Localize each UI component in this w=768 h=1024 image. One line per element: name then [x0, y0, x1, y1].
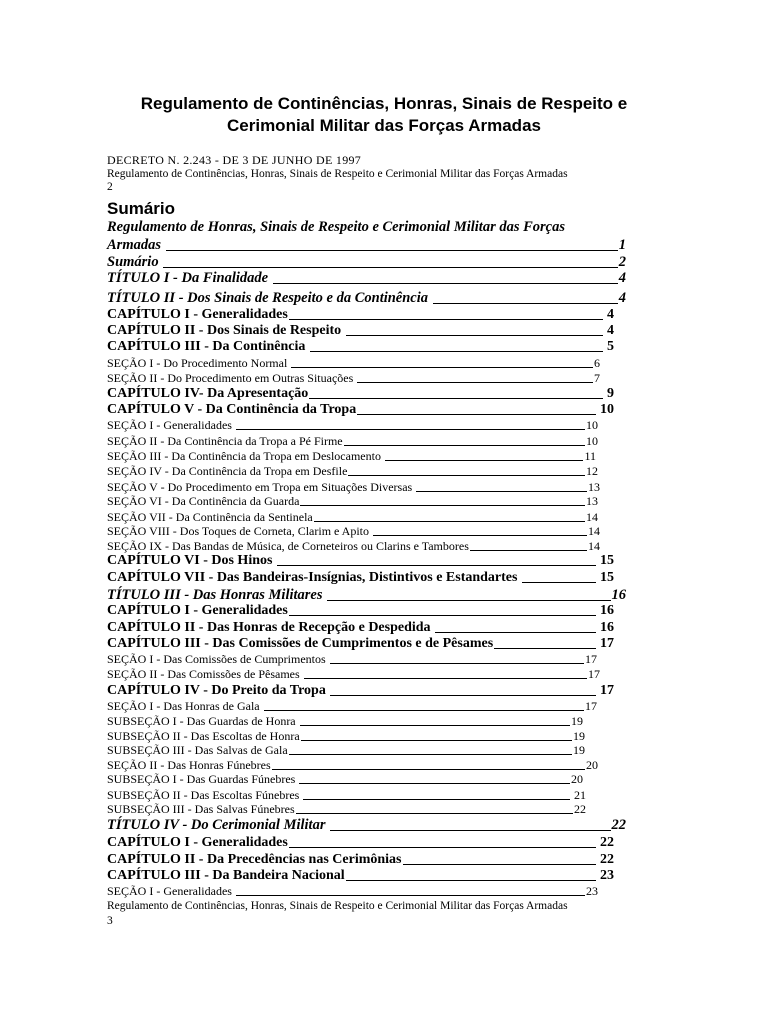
toc-entry-label: CAPÍTULO V - Da Continência da Tropa [107, 402, 357, 417]
toc-leader-line [296, 813, 573, 814]
toc-entry-page: 12 [586, 464, 598, 478]
toc-entry-page: 16 [596, 620, 614, 635]
toc-entry-label: CAPÍTULO I - Generalidades [107, 835, 288, 850]
toc-entry [107, 418, 598, 433]
toc-leader-line [264, 710, 584, 711]
toc-entry [107, 868, 614, 884]
toc-entry-page: 17 [596, 683, 614, 698]
toc-leader-line [357, 382, 593, 383]
toc-entry [107, 356, 600, 371]
running-header-footer: Regulamento de Continências, Honras, Sinais de Respeito e Cerimonial Militar das Forças Armadas [107, 900, 568, 912]
toc-entry [107, 480, 600, 495]
toc-entry [107, 817, 626, 834]
toc-entry-page: 15 [596, 570, 614, 585]
toc-leader-line [309, 398, 602, 399]
toc-entry [107, 743, 585, 758]
toc-entry [107, 714, 583, 729]
toc-entry [107, 729, 585, 744]
toc-leader-line [416, 491, 587, 492]
toc-leader-line [346, 335, 603, 336]
toc-entry-label: SEÇÃO I - Generalidades [107, 418, 235, 432]
toc-entry-page: 17 [588, 667, 600, 681]
toc-entry-label: SUBSEÇÃO I - Das Guardas Fúnebres [107, 772, 299, 786]
toc-entry-label: SUBSEÇÃO III - Das Salvas de Gala [107, 743, 288, 757]
toc-entry-label: CAPÍTULO VI - Dos Hinos [107, 553, 276, 568]
toc-entry-label: SEÇÃO V - Do Procedimento em Tropa em Situações Diversas [107, 480, 416, 494]
toc-entry-label: SUBSEÇÃO II - Das Escoltas Fúnebres [107, 788, 303, 802]
toc-entry [107, 339, 614, 355]
toc-entry-page: 19 [571, 714, 583, 728]
toc-entry [107, 386, 614, 402]
toc-leader-line [163, 267, 618, 268]
toc-entry [107, 254, 626, 271]
toc-entry-label: SEÇÃO I - Das Honras de Gala [107, 699, 263, 713]
toc-entry-label: CAPÍTULO I - Generalidades [107, 307, 288, 322]
toc-entry-page: 20 [586, 758, 598, 772]
toc-leader-line [236, 429, 585, 430]
toc-entry-label: Armadas [107, 237, 165, 253]
toc-entry-label: SEÇÃO I - Do Procedimento Normal [107, 356, 291, 370]
toc-entry-label: SEÇÃO II - Das Comissões de Pêsames [107, 667, 303, 681]
toc-entry-page: 22 [596, 852, 614, 867]
toc-entry-label: CAPÍTULO III - Da Bandeira Nacional [107, 868, 345, 883]
toc-entry [107, 434, 598, 449]
toc-entry-label: CAPÍTULO II - Das Honras de Recepção e Despedida [107, 620, 435, 635]
toc-entry-page: 14 [586, 510, 598, 524]
toc-entry-label: SUBSEÇÃO II - Das Escoltas de Honra [107, 729, 300, 743]
toc-entry [107, 553, 614, 569]
toc-entry [107, 464, 598, 479]
toc-entry-label: SUBSEÇÃO III - Das Salvas Fúnebres [107, 802, 295, 816]
toc-entry-label: CAPÍTULO III - Das Comissões de Cumprimentos e de Pêsames [107, 636, 494, 651]
toc-entry-label: SEÇÃO IV - Da Continência da Tropa em Desfile [107, 464, 348, 478]
toc-leader-line [327, 600, 610, 601]
toc-leader-line [304, 678, 587, 679]
toc-leader-line [273, 283, 618, 284]
toc-entry-page: 1 [618, 237, 626, 253]
toc-entry-label: SEÇÃO II - Das Honras Fúnebres [107, 758, 271, 772]
toc-leader-line [435, 632, 595, 633]
toc-entry [107, 758, 598, 773]
toc-entry [107, 237, 626, 254]
toc-entry [107, 620, 614, 636]
toc-leader-line [470, 550, 587, 551]
toc-entry-label: CAPÍTULO II - Da Precedências nas Cerimônias [107, 852, 402, 867]
toc-entry-page: 23 [586, 884, 598, 898]
toc-leader-line [289, 847, 596, 848]
toc-entry-label: SEÇÃO II - Do Procedimento em Outras Situações [107, 371, 357, 385]
toc-entry [107, 270, 626, 287]
toc-entry [107, 570, 614, 586]
toc-entry-label: SEÇÃO III - Da Continência da Tropa em Deslocamento [107, 449, 384, 463]
toc-entry-label: SUBSEÇÃO I - Das Guardas de Honra [107, 714, 299, 728]
toc-leader-line [166, 250, 618, 251]
toc-entry-label: SEÇÃO VIII - Dos Toques de Corneta, Clarim e Apito [107, 524, 373, 538]
toc-leader-line [277, 565, 596, 566]
toc-entry-page: 15 [596, 553, 614, 568]
toc-entry-page: 9 [603, 386, 614, 401]
toc-entry [107, 636, 614, 652]
toc-leader-line [330, 830, 610, 831]
toc-entry-page: 4 [603, 323, 614, 338]
toc-entry-page: 10 [586, 434, 598, 448]
toc-entry [107, 683, 614, 699]
toc-entry-page: 21 [571, 788, 586, 802]
toc-entry-page: 14 [588, 539, 600, 553]
toc-leader-line [494, 648, 595, 649]
toc-entry [107, 402, 614, 418]
toc-entry-page: 4 [618, 270, 626, 286]
toc-leader-line [303, 799, 570, 800]
toc-entry-page: 17 [585, 652, 597, 666]
toc-entry-page: 20 [571, 772, 583, 786]
toc-leader-line [357, 414, 595, 415]
toc-leader-line [291, 367, 593, 368]
toc-leader-line [289, 319, 603, 320]
toc-leader-line [310, 351, 603, 352]
toc-entry [107, 494, 598, 509]
page-number: 2 [107, 181, 113, 193]
toc-entry [107, 652, 597, 667]
toc-leader-line [385, 460, 583, 461]
toc-entry-page: 16 [596, 603, 614, 618]
toc-leader-line [433, 303, 618, 304]
toc-entry [107, 539, 600, 554]
toc-entry [107, 371, 600, 386]
toc-entry [107, 835, 614, 851]
toc-entry [107, 884, 598, 899]
toc-entry-page: 22 [596, 835, 614, 850]
toc-entry [107, 667, 600, 682]
toc-leader-line [373, 535, 587, 536]
toc-entry-page: 6 [594, 356, 600, 370]
toc-entry-label: TÍTULO IV - Do Cerimonial Militar [107, 817, 330, 833]
toc-entry-page: 13 [588, 480, 600, 494]
toc-entry [107, 802, 586, 817]
toc-entry-page: 10 [596, 402, 614, 417]
toc-leader-line [289, 615, 596, 616]
toc-leader-line [236, 895, 585, 896]
toc-entry-page: 23 [596, 868, 614, 883]
toc-entry-page: 11 [584, 449, 596, 463]
toc-entry-page: 10 [586, 418, 598, 432]
toc-entry-page: 14 [588, 524, 600, 538]
toc-entry [107, 788, 586, 803]
toc-entry [107, 603, 614, 619]
toc-entry [107, 852, 614, 868]
toc-leader-line [346, 880, 596, 881]
toc-entry-page: 2 [618, 254, 626, 270]
toc-entry-label: SEÇÃO VI - Da Continência da Guarda [107, 494, 300, 508]
toc-entry-page: 13 [586, 494, 598, 508]
toc-entry-label: TÍTULO I - Da Finalidade [107, 270, 272, 286]
toc-leader-line [300, 505, 585, 506]
toc-leader-line [330, 663, 584, 664]
toc-leader-line [299, 783, 570, 784]
toc-entry-label: CAPÍTULO II - Dos Sinais de Respeito [107, 323, 345, 338]
toc-leader-line [522, 582, 596, 583]
toc-entry-label: TÍTULO II - Dos Sinais de Respeito e da Continência [107, 290, 432, 306]
running-header: Regulamento de Continências, Honras, Sinais de Respeito e Cerimonial Militar das Forças Armadas [107, 168, 568, 180]
toc-leader-line [403, 864, 596, 865]
toc-entry [107, 699, 597, 714]
toc-entry-page: 22 [574, 802, 586, 816]
document-title-line-1: Regulamento de Continências, Honras, Sinais de Respeito e [140, 94, 628, 113]
toc-entry-label: SEÇÃO II - Da Continência da Tropa a Pé Firme [107, 434, 343, 448]
toc-entry-label: SEÇÃO I - Das Comissões de Cumprimentos [107, 652, 329, 666]
toc-leader-line [272, 769, 585, 770]
toc-leader-line [314, 521, 585, 522]
sumario-heading: Sumário [107, 199, 176, 218]
toc-entry [107, 510, 598, 525]
toc-entry-page: 19 [573, 743, 585, 757]
toc-entry-page: 17 [585, 699, 597, 713]
toc-entry-page: 17 [596, 636, 614, 651]
toc-entry-page: 4 [618, 290, 626, 306]
toc-entry-label: SEÇÃO I - Generalidades [107, 884, 235, 898]
document-title-line-2: Cerimonial Militar das Forças Armadas [227, 116, 541, 135]
toc-entry [107, 524, 600, 539]
toc-entry-label: CAPÍTULO IV - Do Preito da Tropa [107, 683, 330, 698]
toc-entry [107, 290, 626, 307]
toc-leader-line [300, 725, 570, 726]
decree-line: DECRETO N. 2.243 - DE 3 DE JUNHO DE 1997 [107, 153, 362, 167]
toc-leader-line [348, 475, 585, 476]
toc-entry-page: 7 [594, 371, 600, 385]
toc-entry-page: 22 [611, 817, 626, 833]
toc-entry-page: 4 [603, 307, 614, 322]
toc-leader-line [330, 695, 595, 696]
toc-entry-label: SEÇÃO IX - Das Bandas de Música, de Corneteiros ou Clarins e Tambores [107, 539, 469, 553]
toc-first-line: Regulamento de Honras, Sinais de Respeito e Cerimonial Militar das Forças [107, 219, 566, 235]
toc-entry [107, 307, 614, 323]
toc-entry-label: CAPÍTULO I - Generalidades [107, 603, 288, 618]
toc-entry-page: 5 [603, 339, 614, 354]
page-number-footer: 3 [107, 915, 113, 927]
toc-entry-label: CAPÍTULO IV- Da Apresentação [107, 386, 309, 401]
toc-entry [107, 772, 583, 787]
toc-entry-label: SEÇÃO VII - Da Continência da Sentinela [107, 510, 313, 524]
toc-leader-line [289, 754, 572, 755]
toc-entry-label: CAPÍTULO VII - Das Bandeiras-Insígnias, Distintivos e Estandartes [107, 570, 521, 585]
toc-entry [107, 323, 614, 339]
toc-entry-label: Sumário [107, 254, 163, 270]
toc-leader-line [301, 740, 572, 741]
toc-entry [107, 587, 626, 604]
toc-entry-label: TÍTULO III - Das Honras Militares [107, 587, 327, 603]
toc-entry [107, 449, 596, 464]
toc-entry-label: CAPÍTULO III - Da Continência [107, 339, 309, 354]
toc-entry-page: 19 [573, 729, 585, 743]
toc-leader-line [344, 445, 585, 446]
toc-entry-page: 16 [611, 587, 626, 603]
